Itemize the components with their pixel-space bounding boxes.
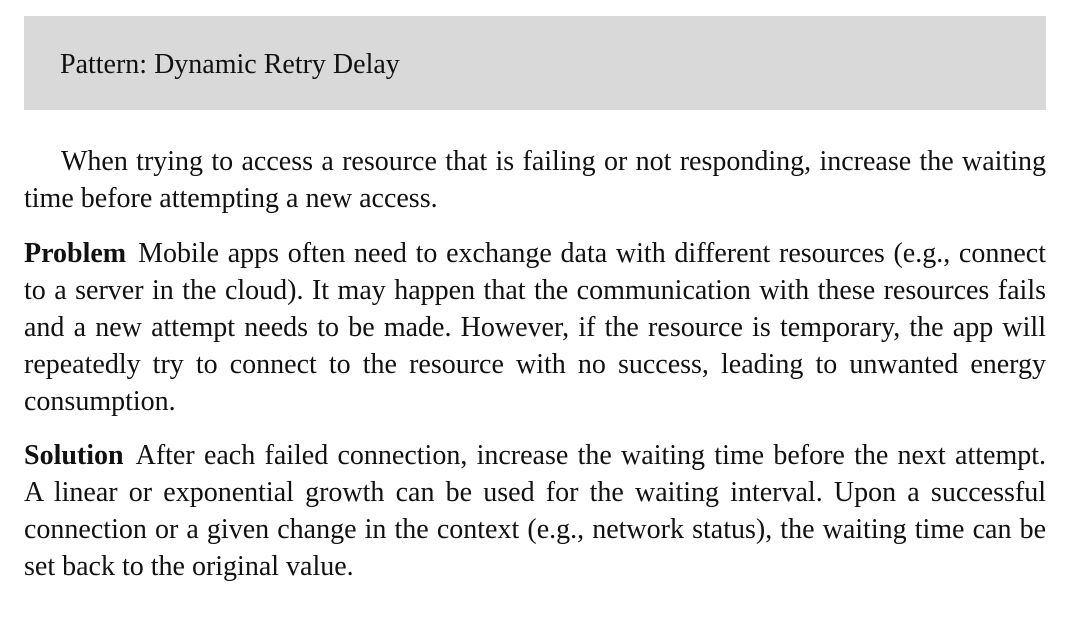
problem-text: Mobile apps often need to exchange data with different resources (e.g., connect to a server in the cloud). It may happen that the communication with these resources fails and a new attempt needs to be made. However, if the resource is temporary, the app will repeatedly try to connect to the resource with no success, leading to unwanted energy consumption. [24,238,1046,417]
solution-paragraph [24,437,1046,585]
solution-text: After each failed connection, increase the waiting time before the next attempt. A linear or exponential growth can be used for the waiting interval. Upon a successful connection or a given change in the context (e.g., network status), the waiting time can be set back to the original value. [24,440,1046,582]
intro-paragraph [24,143,1046,217]
solution-label: Solution [24,440,124,471]
pattern-header-box [24,16,1046,110]
problem-label: Problem [24,238,127,269]
problem-paragraph [24,235,1046,420]
pattern-title: Pattern: Dynamic Retry Delay [60,49,400,80]
intro-text: When trying to access a resource that is failing or not responding, increase the waiting time before attempting a new access. [24,146,1046,214]
